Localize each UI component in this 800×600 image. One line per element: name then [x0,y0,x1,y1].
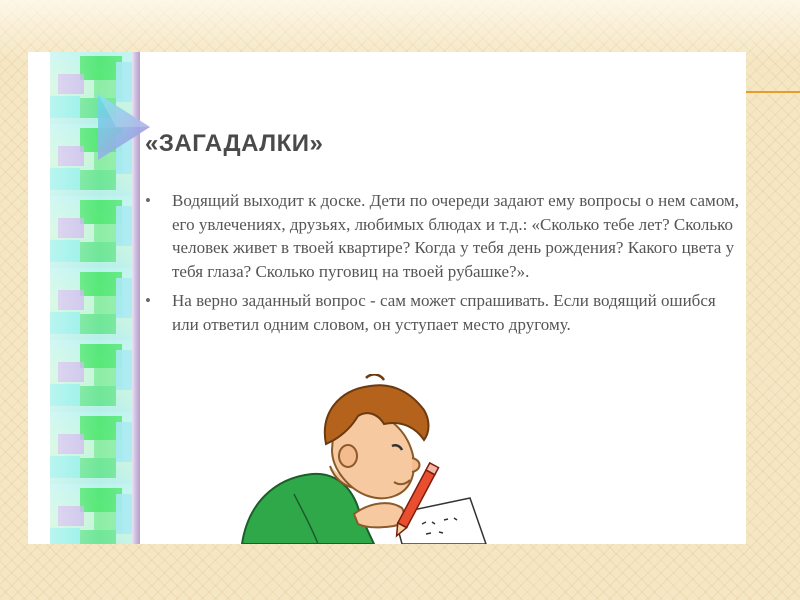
bullet-list [145,189,743,342]
slide [28,52,746,544]
play-triangle-icon [96,92,152,167]
bullet-marker: • [145,191,151,210]
accent-rule [746,91,800,93]
bullet-marker: • [145,291,151,310]
bullet-text: Водящий выходит к доске. Дети по очереди задают ему вопросы о нем самом, его увлечениях, друзьях, любимых блюдах и т.д.: «Сколько тебе лет? Сколько человек живет в твоей квартире? Когда у тебя день рождения? Какого цвета у тебя глаза? Сколько пуговиц на твоей рубашке?». [172,191,740,281]
bullet-item [145,289,743,336]
slide-title: «ЗАГАДАЛКИ» [145,130,324,157]
bullet-text: На верно заданный вопрос - сам может спрашивать. Если водящий ошибся или ответил одним словом, он уступает место другому. [172,291,716,334]
bullet-item [145,189,743,283]
boy-writing-illustration [234,374,504,544]
